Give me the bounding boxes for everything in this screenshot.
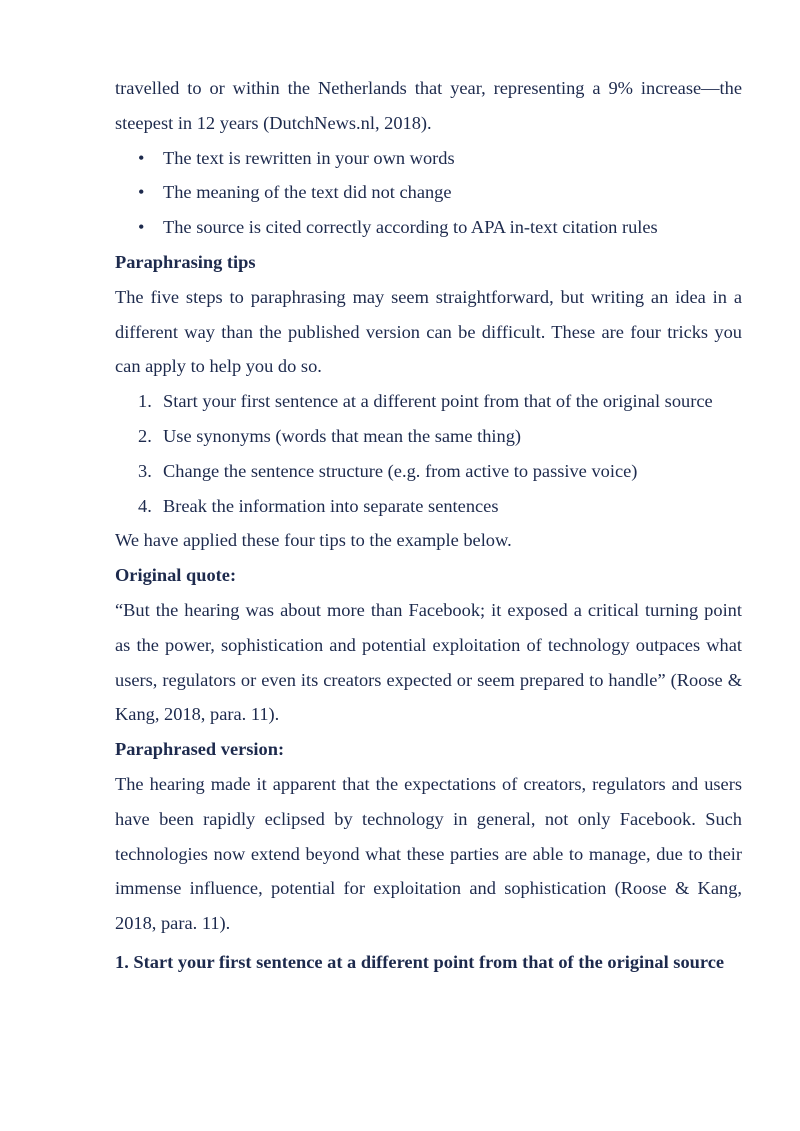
list-number: 3. [138,460,152,481]
list-number: 2. [138,425,152,446]
original-quote-heading: Original quote: [115,565,237,586]
list-item-text: The meaning of the text did not change [163,182,452,203]
intro-paragraph: travelled to or within the Netherlands that year, representing a 9% increase—the steepest in 12 years (DutchNews.nl, 2018). [115,78,742,133]
list-item-text: The text is rewritten in your own words [163,147,455,168]
bullet-icon: • [138,182,145,203]
list-item [115,454,742,489]
list-number: 4. [138,495,152,516]
list-item-text: Break the information into separate sentences [163,495,499,516]
paraphrased-heading: Paraphrased version: [115,739,285,760]
applied-note: We have applied these four tips to the example below. [115,530,512,551]
tips-list [115,384,742,523]
list-item [115,210,742,245]
list-item [115,489,742,524]
bullet-icon: • [138,147,145,168]
tips-heading: Paraphrasing tips [115,251,256,272]
list-item-text: Start your first sentence at a different point from that of the original source [163,391,713,412]
document-page [115,71,742,980]
list-item-text: Use synonyms (words that mean the same thing) [163,425,522,446]
list-item [115,384,742,419]
list-item-text: Change the sentence structure (e.g. from active to passive voice) [163,460,638,481]
original-quote-paragraph: “But the hearing was about more than Facebook; it exposed a critical turning point as the power, sophistication and potential exploitation of technology outpaces what users, regulators or even its creators expected or seem prepared to handle” (Roose & Kang, 2018, para. 11). [115,599,742,725]
paraphrased-paragraph: The hearing made it apparent that the expectations of creators, regulators and users have been rapidly eclipsed by technology in general, not only Facebook. Such technologies now extend beyond what these parties are able to manage, due to their immense influence, potential for exploitation and sophistication (Roose & Kang, 2018, para. 11). [115,773,742,934]
list-item-text: The source is cited correctly according to APA in-text citation rules [163,217,658,238]
list-item [115,419,742,454]
tips-intro-paragraph: The five steps to paraphrasing may seem straightforward, but writing an idea in a different way than the published version can be difficult. These are four tricks you can apply to help you do so. [115,286,742,377]
list-item [115,175,742,210]
bullet-icon: • [138,217,145,238]
list-item [115,141,742,176]
checklist [115,141,742,245]
section-heading: 1. Start your first sentence at a different point from that of the original source [115,951,725,972]
list-number: 1. [138,391,152,412]
